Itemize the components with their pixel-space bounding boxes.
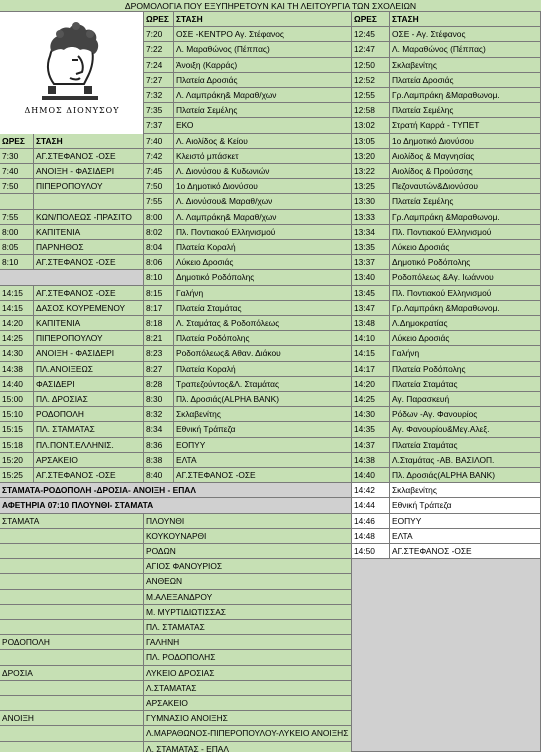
- route-d-stop: ΛΥΚΕΙΟ ΔΡΟΣΙΑΣ: [144, 666, 352, 681]
- route-d-area: [0, 650, 144, 665]
- route-b-time: 14:37: [352, 438, 390, 453]
- route-a-time: 8:36: [144, 438, 174, 453]
- route-b-stop: Πλατεία Σεμέλης: [390, 103, 541, 118]
- route-a-time: 8:04: [144, 240, 174, 255]
- route-c-time: 7:40: [0, 164, 34, 179]
- route-c-time: 15:00: [0, 392, 34, 407]
- logo-text: ΔΗΜΟΣ ΔΙΟΝΥΣΟΥ: [24, 106, 120, 115]
- route-b-time: 14:46: [352, 514, 390, 529]
- route-c-time: 8:05: [0, 240, 34, 255]
- route-b-time: 13:35: [352, 240, 390, 255]
- route-a-time: 8:10: [144, 270, 174, 285]
- route-a-stop: Λ. Διονύσου& Μαραθ/χων: [174, 194, 352, 209]
- route-b-stop: Ροδοπόλεως &Αγ. Ιωάννου: [390, 270, 541, 285]
- route-c-time: 7:55: [0, 210, 34, 225]
- route-c-time: [0, 194, 34, 209]
- route-a-stop: Λ. Αιολίδος & Κείου: [174, 134, 352, 149]
- route-b-time: 12:50: [352, 58, 390, 73]
- route-d-area: [0, 742, 144, 752]
- route-b-stop: Αιολίδος & Προύσσης: [390, 164, 541, 179]
- route-a-stop: Πλ. Δροσιάς(ALPHA BANK): [174, 392, 352, 407]
- route-d-stop: ΠΛ. ΣΤΑΜΑΤΑΣ: [144, 620, 352, 635]
- route-b-time: 13:40: [352, 270, 390, 285]
- route-c-time: 14:38: [0, 362, 34, 377]
- route-b-stop: Λ. Μαραθώνος (Πέππας): [390, 42, 541, 57]
- route-a-stop: Λ. Λαμπράκη& Μαραθ/χων: [174, 210, 352, 225]
- route-d-stop: Μ. ΜΥΡΤΙΔΙΩΤΙΣΣΑΣ: [144, 605, 352, 620]
- route-d-area: [0, 681, 144, 696]
- route-b-time: 14:30: [352, 407, 390, 422]
- route-c-time: 14:15: [0, 301, 34, 316]
- route-b-time: 14:48: [352, 529, 390, 544]
- route-d-area: ΔΡΟΣΙΑ: [0, 666, 144, 681]
- route-a-stop: Λ. Λαμπράκη& Μαραθ/χων: [174, 88, 352, 103]
- route-c-stop: ΔΑΣΟΣ ΚΟΥΡΕΜΕΝΟΥ: [34, 301, 144, 316]
- route-a-stop: Πλατεία Δροσιάς: [174, 73, 352, 88]
- route-b-stop-header: ΣΤΑΣΗ: [390, 12, 541, 27]
- route-d-area: [0, 605, 144, 620]
- route-a-time: 8:02: [144, 225, 174, 240]
- route-b-time: 12:52: [352, 73, 390, 88]
- route-d-area: ΑΝΟΙΞΗ: [0, 711, 144, 726]
- route-d-area: [0, 574, 144, 589]
- route-b-time: 14:44: [352, 498, 390, 513]
- route-b-time: 12:58: [352, 103, 390, 118]
- route-d-area: [0, 529, 144, 544]
- empty-gray-block: [352, 559, 541, 752]
- route-a-time: 8:23: [144, 346, 174, 361]
- route-b-stop: Πλατεία Σταμάτας: [390, 438, 541, 453]
- route-b-time: 12:47: [352, 42, 390, 57]
- route-b-time: 13:47: [352, 301, 390, 316]
- route-b-time: 13:20: [352, 149, 390, 164]
- route-b-time: 12:45: [352, 27, 390, 42]
- route-a-time: 8:34: [144, 422, 174, 437]
- route-a-time: 8:40: [144, 468, 174, 483]
- route-a-time: 8:17: [144, 301, 174, 316]
- route-b-time: 14:42: [352, 483, 390, 498]
- route-b-time: 13:33: [352, 210, 390, 225]
- route-b-time: 13:02: [352, 118, 390, 133]
- route-d-stop: Λ. ΣΤΑΜΑΤΑΣ - ΕΠΑΛ: [144, 742, 352, 752]
- route-d-stop: ΓΥΜΝΑΣΙΟ ΑΝΟΙΞΗΣ: [144, 711, 352, 726]
- route-c-stop: ΚΑΠΙΤΕΝΙΑ: [34, 316, 144, 331]
- route-c-stop: ΠΛ.ΠΟΝΤ.ΕΛΛΗΝΙΣ.: [34, 438, 144, 453]
- route-c-time: 14:30: [0, 346, 34, 361]
- route-a-time: 8:18: [144, 316, 174, 331]
- route-b-stop: Σκλαβενίτης: [390, 58, 541, 73]
- route-b-time: 13:48: [352, 316, 390, 331]
- route-d-stop: Λ.ΣΤΑΜΑΤΑΣ: [144, 681, 352, 696]
- route-a-time: 7:35: [144, 103, 174, 118]
- route-a-stop: 1ο Δημοτικό Διονύσου: [174, 179, 352, 194]
- route-a-time: 7:50: [144, 179, 174, 194]
- route-a-stop: ΟΣΕ -ΚΕΝΤΡΟ Αγ. Στέφανος: [174, 27, 352, 42]
- route-a-time: 8:38: [144, 453, 174, 468]
- route-a-stop: ΕΟΠΥΥ: [174, 438, 352, 453]
- route-c-stop: ΑΓ.ΣΤΕΦΑΝΟΣ -ΟΣΕ: [34, 255, 144, 270]
- route-c-stop: ΚΑΠΙΤΕΝΙΑ: [34, 225, 144, 240]
- route-a-time: 7:42: [144, 149, 174, 164]
- route-c-separator: [0, 270, 144, 285]
- route-a-time: 7:24: [144, 58, 174, 73]
- route-b-stop: Γαλήνη: [390, 346, 541, 361]
- route-b-time: 13:22: [352, 164, 390, 179]
- route-b-time: 14:40: [352, 468, 390, 483]
- route-c-time: 15:15: [0, 422, 34, 437]
- route-a-time: 7:37: [144, 118, 174, 133]
- route-c-stop: ΑΓ.ΣΤΕΦΑΝΟΣ -ΟΣΕ: [34, 286, 144, 301]
- route-c-time: 14:20: [0, 316, 34, 331]
- route-b-stop: Δημοτικό Ροδόπολης: [390, 255, 541, 270]
- sheet-title: ΔΡΟΜΟΛΟΓΙΑ ΠΟΥ ΕΞΥΠΗΡΕΤΟΥΝ ΚΑΙ ΤΗ ΛΕΙΤΟΥΡΓΙΑ ΤΩΝ ΣΧΟΛΕΙΩΝ: [0, 0, 541, 12]
- route-b-time: 14:38: [352, 453, 390, 468]
- route-a-stop: ΑΓ.ΣΤΕΦΑΝΟΣ -ΟΣΕ: [174, 468, 352, 483]
- route-a-stop-header: ΣΤΑΣΗ: [174, 12, 352, 27]
- route-c-stop: ΠΛ. ΔΡΟΣΙΑΣ: [34, 392, 144, 407]
- route-b-stop: Πλατεία Σταμάτας: [390, 377, 541, 392]
- route-c-time: 8:00: [0, 225, 34, 240]
- route-a-time: 7:32: [144, 88, 174, 103]
- route-d-area: [0, 696, 144, 711]
- route-c-time: 15:25: [0, 468, 34, 483]
- route-d-stop: ΑΝΘΕΩΝ: [144, 574, 352, 589]
- route-d-area: [0, 726, 144, 741]
- route-b-stop: Πλατεία Σεμέλης: [390, 194, 541, 209]
- route-c-stop: ΑΡΣΑΚΕΙΟ: [34, 453, 144, 468]
- route-a-stop: ΕΛΤΑ: [174, 453, 352, 468]
- route-b-time: 14:25: [352, 392, 390, 407]
- municipality-logo: [0, 12, 144, 136]
- route-b-time: 12:55: [352, 88, 390, 103]
- route-b-time: 13:25: [352, 179, 390, 194]
- route-b-stop: Πλ. Δροσιάς(ALPHA BANK): [390, 468, 541, 483]
- route-d-stop: ΑΓΙΟΣ ΦΑΝΟΥΡΙΟΣ: [144, 559, 352, 574]
- route-a-stop: Δημοτικό Ροδόπολης: [174, 270, 352, 285]
- route-d-area: [0, 590, 144, 605]
- route-a-stop: Πλατεία Σεμέλης: [174, 103, 352, 118]
- route-c-stop: [34, 194, 144, 209]
- route-b-times-header: ΩΡΕΣ: [352, 12, 390, 27]
- route-b-stop: Πλ. Ποντιακού Ελληνισμού: [390, 225, 541, 240]
- route-b-stop: Λ.Δημοκρατίας: [390, 316, 541, 331]
- route-c-time: 15:10: [0, 407, 34, 422]
- route-d-stop: ΠΛΟΥΝΘΙ: [144, 514, 352, 529]
- route-a-stop: Πλατεία Ροδόπολης: [174, 331, 352, 346]
- route-b-time: 13:30: [352, 194, 390, 209]
- route-c-time: 14:25: [0, 331, 34, 346]
- route-b-time: 13:05: [352, 134, 390, 149]
- route-c-stop: ΑΝΟΙΞΗ - ΦΑΣΙΔΕΡΙ: [34, 164, 144, 179]
- route-c-stop: ΡΟΔΟΠΟΛΗ: [34, 407, 144, 422]
- route-b-stop: Πλ. Ποντιακού Ελληνισμού: [390, 286, 541, 301]
- route-a-stop: Λ. Μαραθώνος (Πέππας): [174, 42, 352, 57]
- route-d-area: [0, 559, 144, 574]
- route-a-stop: Λ. Διονύσου & Κυδωνιών: [174, 164, 352, 179]
- route-b-time: 14:50: [352, 544, 390, 559]
- route-c-time: 7:50: [0, 179, 34, 194]
- route-c-time: 8:10: [0, 255, 34, 270]
- route-d-start: ΑΦΕΤΗΡΙΑ 07:10 ΠΛΟΥΝΘΙ- ΣΤΑΜΑΤΑ: [0, 498, 352, 513]
- route-c-time: 15:18: [0, 438, 34, 453]
- route-b-stop: ΕΛΤΑ: [390, 529, 541, 544]
- route-b-stop: Αιολίδος & Μαγνησίας: [390, 149, 541, 164]
- route-b-stop: Γρ.Λαμπράκη &Μαραθωνομ.: [390, 88, 541, 103]
- dionysus-head-icon: [18, 16, 122, 108]
- route-a-time: 7:55: [144, 194, 174, 209]
- route-b-stop: Σκλαβενίτης: [390, 483, 541, 498]
- route-a-stop: Πλ. Ποντιακού Ελληνισμού: [174, 225, 352, 240]
- route-c-time: 14:15: [0, 286, 34, 301]
- route-b-time: 14:10: [352, 331, 390, 346]
- route-a-stop: ΕΚΟ: [174, 118, 352, 133]
- route-d-area: ΡΟΔΟΠΟΛΗ: [0, 635, 144, 650]
- route-a-stop: Σκλαβενίτης: [174, 407, 352, 422]
- route-b-time: 14:20: [352, 377, 390, 392]
- route-b-stop: Λύκειο Δροσιάς: [390, 240, 541, 255]
- route-c-stop: ΠΙΠΕΡΟΠΟΥΛΟΥ: [34, 331, 144, 346]
- route-b-time: 13:34: [352, 225, 390, 240]
- route-a-stop: Τραπεζούντος&Λ. Σταμάτας: [174, 377, 352, 392]
- route-a-stop: Λ. Σταμάτας & Ροδοπόλεως: [174, 316, 352, 331]
- route-a-time: 8:30: [144, 392, 174, 407]
- route-b-stop: Πλατεία Δροσιάς: [390, 73, 541, 88]
- route-c-stop: ΠΛ. ΣΤΑΜΑΤΑΣ: [34, 422, 144, 437]
- route-d-area: [0, 544, 144, 559]
- route-c-stop: ΑΝΟΙΞΗ - ΦΑΣΙΔΕΡΙ: [34, 346, 144, 361]
- route-d-stop: ΓΑΛΗΝΗ: [144, 635, 352, 650]
- route-d-stop: ΑΡΣΑΚΕΙΟ: [144, 696, 352, 711]
- route-a-time: 8:00: [144, 210, 174, 225]
- route-b-stop: Ρόδων -Αγ. Φανουρίος: [390, 407, 541, 422]
- route-c-stop: ΠΑΡΝΗΘΟΣ: [34, 240, 144, 255]
- route-a-stop: Λύκειο Δροσιάς: [174, 255, 352, 270]
- route-d-title: ΣΤΑΜΑΤΑ-ΡΟΔΟΠΟΛΗ -ΔΡΟΣΙΑ- ΑΝΟΙΞΗ - ΕΠΑΛ: [0, 483, 352, 498]
- route-b-time: 13:45: [352, 286, 390, 301]
- route-a-time: 7:45: [144, 164, 174, 179]
- route-a-stop: Άνοιξη (Καρράς): [174, 58, 352, 73]
- route-d-area: [0, 620, 144, 635]
- route-c-time: 14:40: [0, 377, 34, 392]
- route-c-stop: ΠΙΠΕΡΟΠΟΥΛΟΥ: [34, 179, 144, 194]
- route-d-stop: ΠΛ. ΡΟΔΟΠΟΛΗΣ: [144, 650, 352, 665]
- route-b-stop: Γρ.Λαμπράκη &Μαραθωνομ.: [390, 210, 541, 225]
- route-b-stop: Εθνική Τράπεζα: [390, 498, 541, 513]
- route-c-stop: ΠΛ.ΑΝΟΙΞΕΩΣ: [34, 362, 144, 377]
- route-b-stop: Στρατή Καρρά - ΤΥΠΕΤ: [390, 118, 541, 133]
- route-a-time: 7:20: [144, 27, 174, 42]
- route-c-stop: ΦΑΣΙΔΕΡΙ: [34, 377, 144, 392]
- route-b-time: 14:15: [352, 346, 390, 361]
- route-a-stop: Κλειστό μπάσκετ: [174, 149, 352, 164]
- route-c-stop-header: ΣΤΑΣΗ: [34, 134, 144, 149]
- route-a-time: 8:28: [144, 377, 174, 392]
- route-c-stop: ΑΓ.ΣΤΕΦΑΝΟΣ -ΟΣΕ: [34, 149, 144, 164]
- route-d-stop: Μ.ΑΛΕΞΑΝΔΡΟΥ: [144, 590, 352, 605]
- route-b-stop: Πεζοναυτών&Διονύσου: [390, 179, 541, 194]
- route-d-stop: Λ.ΜΑΡΑΘΩΝΟΣ-ΠΙΠΕΡΟΠΟΥΛΟΥ-ΛΥΚΕΙΟ ΑΝΟΙΞΗΣ: [144, 726, 352, 741]
- route-b-stop: Αγ. Φανουρίου&Μεγ.Αλεξ.: [390, 422, 541, 437]
- route-a-time: 8:15: [144, 286, 174, 301]
- route-c-times-header: ΩΡΕΣ: [0, 134, 34, 149]
- route-b-stop: 1ο Δημοτικό Διονύσου: [390, 134, 541, 149]
- route-a-stop: Ροδοπόλεως& Αθαν. Διάκου: [174, 346, 352, 361]
- route-a-time: 8:27: [144, 362, 174, 377]
- route-a-time: 7:27: [144, 73, 174, 88]
- route-a-stop: Γαλήνη: [174, 286, 352, 301]
- route-d-stop: ΚΟΥΚΟΥΝΑΡΘΙ: [144, 529, 352, 544]
- route-b-stop: ΕΟΠΥΥ: [390, 514, 541, 529]
- route-b-stop: Αγ. Παρασκευή: [390, 392, 541, 407]
- route-b-stop: Λύκειο Δροσιάς: [390, 331, 541, 346]
- route-b-stop: Λ.Σταμάτας -ΑΒ. ΒΑΣΙΛΟΠ.: [390, 453, 541, 468]
- route-a-time: 8:32: [144, 407, 174, 422]
- route-b-stop: ΟΣΕ - Αγ. Στέφανος: [390, 27, 541, 42]
- route-b-stop: ΑΓ.ΣΤΕΦΑΝΟΣ -ΟΣΕ: [390, 544, 541, 559]
- route-b-time: 14:35: [352, 422, 390, 437]
- route-c-time: 15:20: [0, 453, 34, 468]
- route-c-time: 7:30: [0, 149, 34, 164]
- route-b-stop: Γρ.Λαμπράκη &Μαραθωνομ.: [390, 301, 541, 316]
- route-c-stop: ΑΓ.ΣΤΕΦΑΝΟΣ -ΟΣΕ: [34, 468, 144, 483]
- route-a-stop: Εθνική Τράπεζα: [174, 422, 352, 437]
- route-a-time: 8:06: [144, 255, 174, 270]
- route-d-stop: ΡΟΔΩΝ: [144, 544, 352, 559]
- route-a-times-header: ΩΡΕΣ: [144, 12, 174, 27]
- route-d-area: ΣΤΑΜΑΤΑ: [0, 514, 144, 529]
- route-a-stop: Πλατεία Κοραλή: [174, 362, 352, 377]
- route-c-stop: ΚΩΝ/ΠΟΛΕΩΣ -ΠΡΑΣΙΤΟ: [34, 210, 144, 225]
- route-b-stop: Πλατεία Ροδόπολης: [390, 362, 541, 377]
- route-b-time: 13:37: [352, 255, 390, 270]
- route-a-time: 7:40: [144, 134, 174, 149]
- route-a-time: 7:22: [144, 42, 174, 57]
- route-a-stop: Πλατεία Σταμάτας: [174, 301, 352, 316]
- route-b-time: 14:17: [352, 362, 390, 377]
- route-a-stop: Πλατεία Κοραλή: [174, 240, 352, 255]
- route-a-time: 8:21: [144, 331, 174, 346]
